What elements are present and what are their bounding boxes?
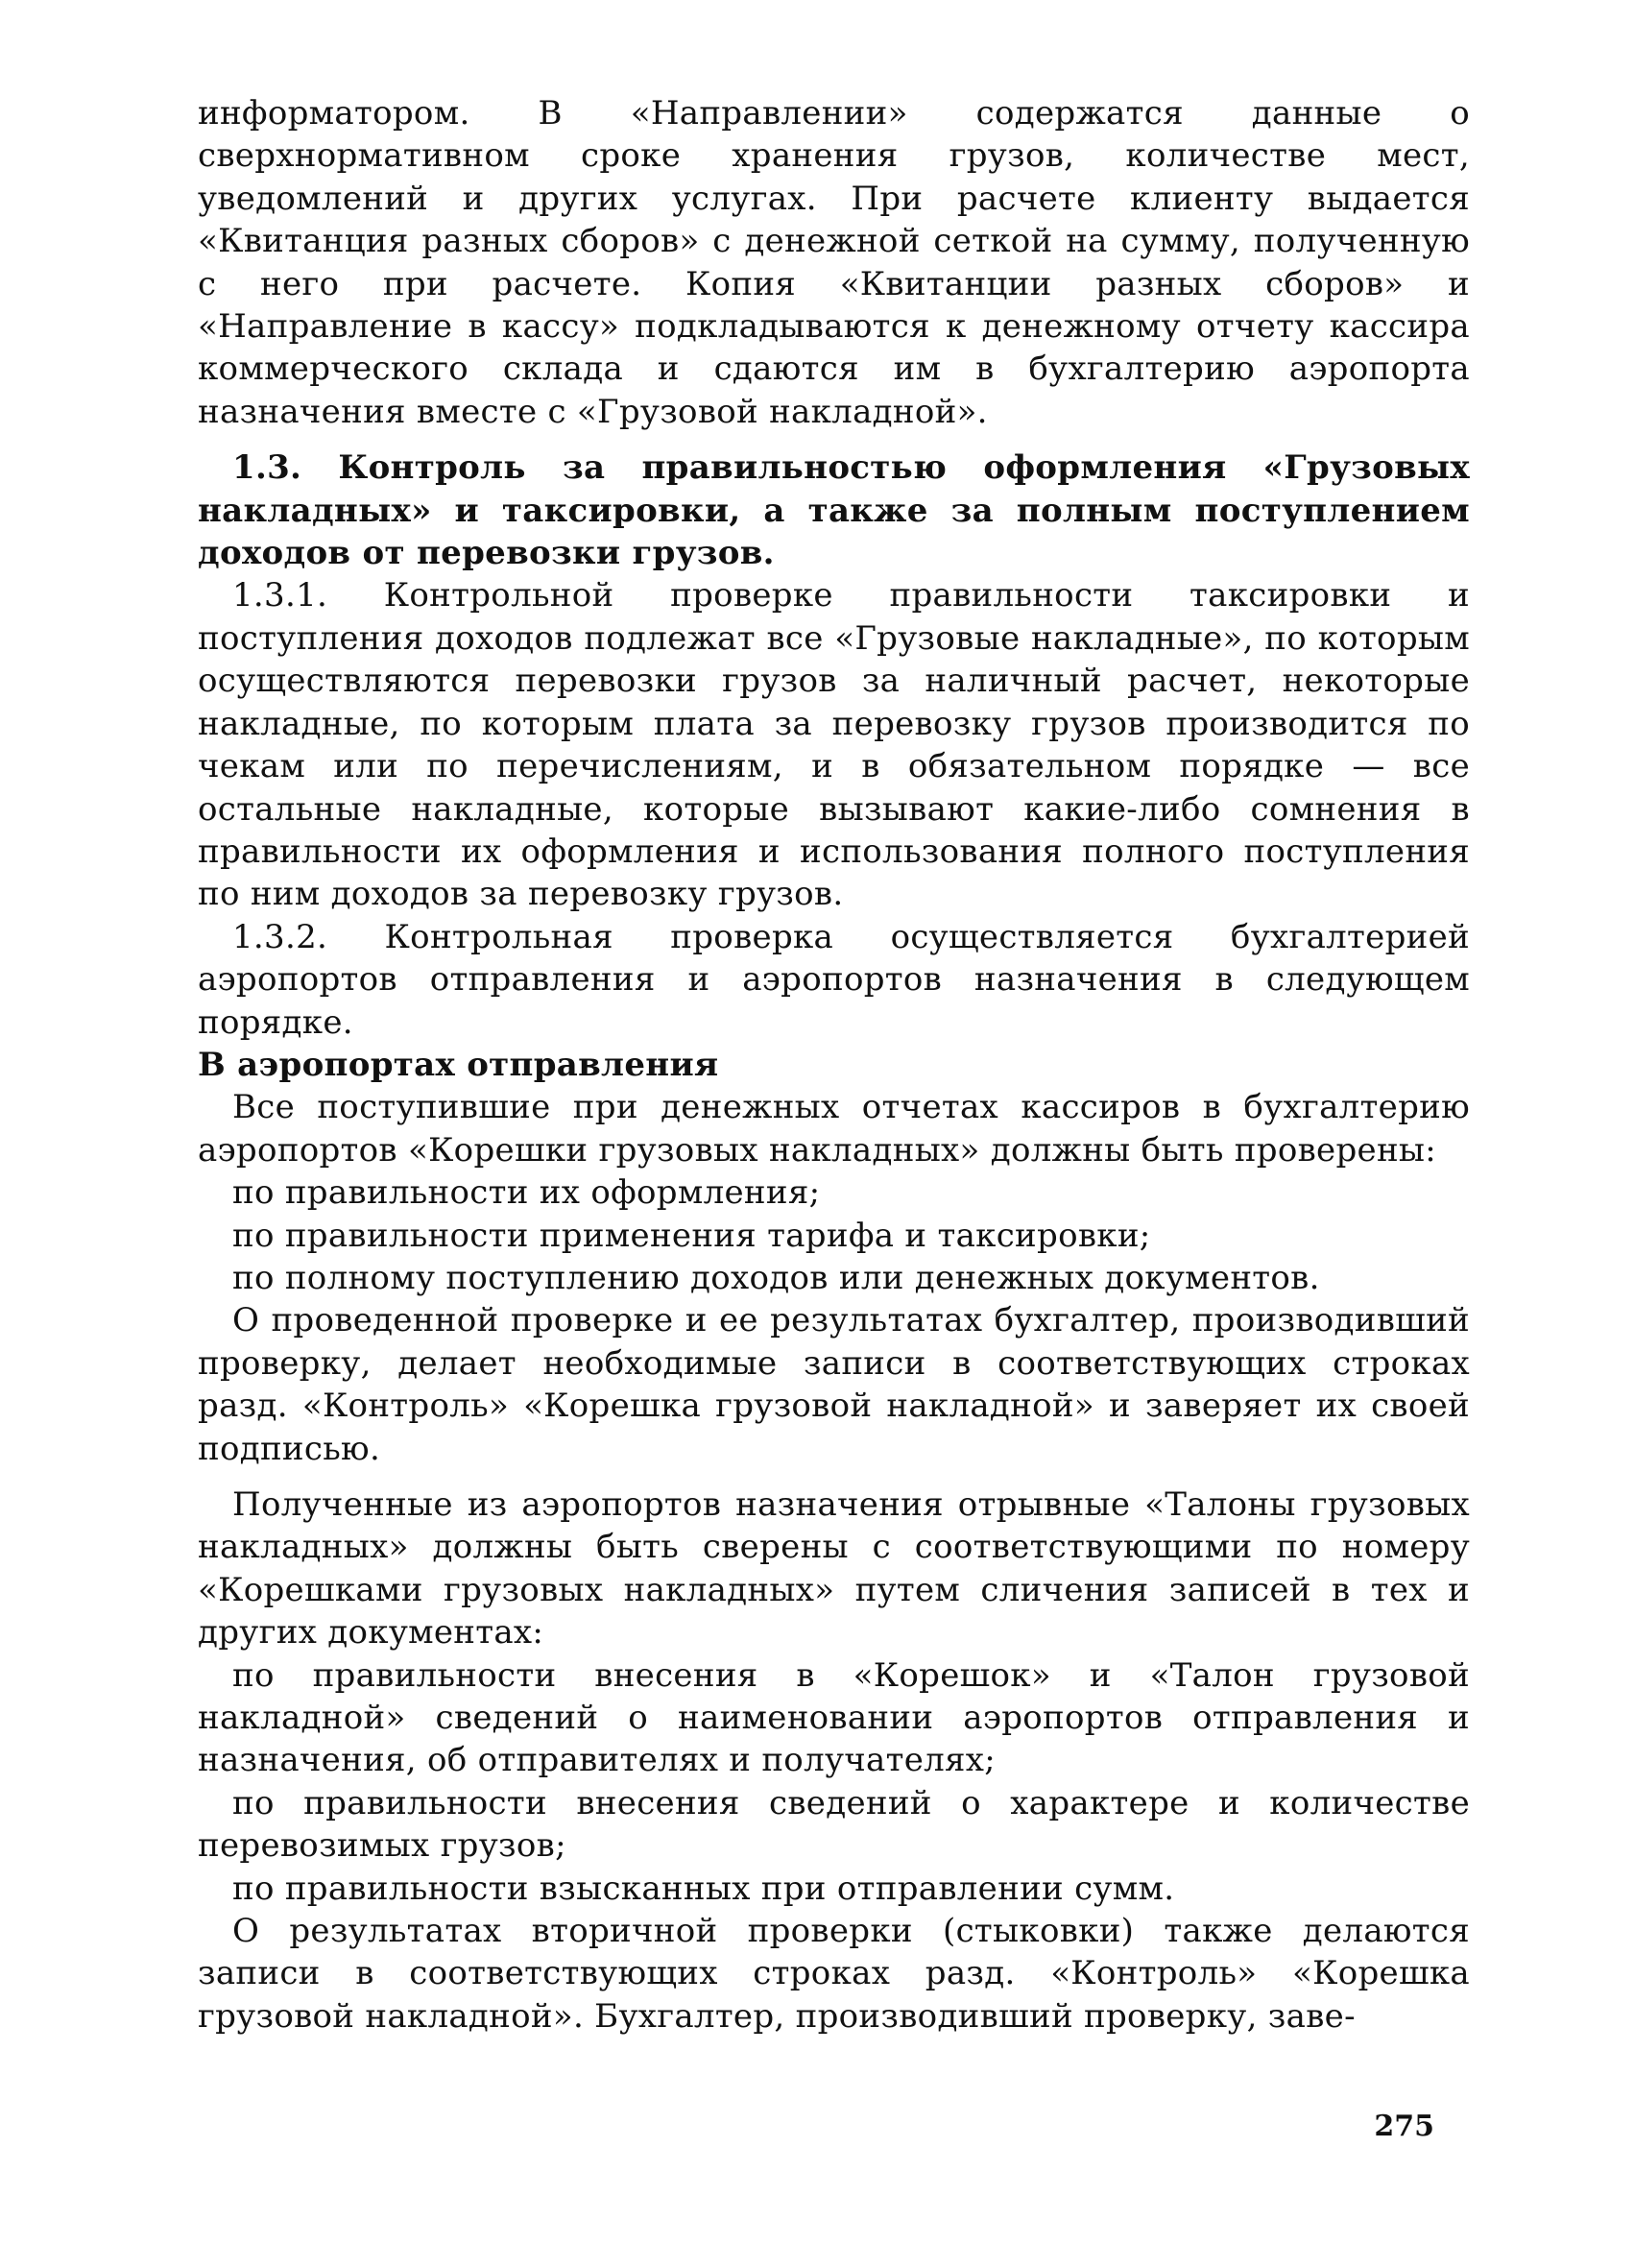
section-heading-1-3: 1.3. Контроль за правильностью оформления «Грузовых накладных» и таксировки, а также за полным поступлением доходов от перевозки грузов.	[198, 448, 1470, 573]
paragraph-check-stubs: Все поступившие при денежных отчетах кассиров в бухгалтерию аэропортов «Корешки грузовых накладных» должны быть проверены:	[198, 1088, 1470, 1170]
paragraph-check-result: О проведенной проверке и ее результатах бухгалтер, производивший проверку, делает необходимые записи в соответствующих строках разд. «Контроль» «Корешка грузовой накладной» и заверяет их своей подписью.	[198, 1301, 1470, 1468]
paragraph-coupons: Полученные из аэропортов назначения отрывные «Талоны грузовых накладных» должны быть сверены с соответствующими по номеру «Корешками грузовых накладных» путем сличения записей в тех и других документах:	[198, 1485, 1470, 1653]
list-item: по правильности взысканных при отправлении сумм.	[232, 1869, 1175, 1908]
list-item: по правильности применения тарифа и таксировки;	[232, 1216, 1151, 1255]
list-item: по правильности их оформления;	[232, 1173, 821, 1213]
list-item: по правильности внесения в «Корешок» и «Талон грузовой накладной» сведений о наименовании аэропортов отправления и назначения, об отправителях и получателях;	[198, 1655, 1470, 1780]
paragraph-continuation: информатором. В «Направлении» содержатся данные о сверхнормативном сроке хранения грузов, количестве мест, уведомлений и других услугах. При расчете клиенту выдается «Квитанция разных сборов» с денежной сеткой на сумму, полученную с него при расчете. Копия «Квитанции разных сборов» и «Направление в кассу» подкладываются к денежному отчету кассира коммерческого склада и сдаются им в бухгалтерию аэропорта назначения вместе с «Грузовой накладной».	[198, 94, 1470, 431]
page-number: 275	[1374, 2110, 1434, 2143]
page-text	[198, 92, 1470, 2038]
list-item: по правильности внесения сведений о характере и количестве перевозимых грузов;	[198, 1783, 1470, 1866]
paragraph-1-3-2: 1.3.2. Контрольная проверка осуществляется бухгалтерией аэропортов отправления и аэропортов назначения в следующем порядке.	[198, 917, 1470, 1042]
list-item: по полному поступлению доходов или денежных документов.	[232, 1258, 1320, 1297]
paragraph-secondary-check: О результатах вторичной проверки (стыковки) также делаются записи в соответствующих строках разд. «Контроль» «Корешка грузовой накладной». Бухгалтер, производивший проверку, заве-	[198, 1912, 1470, 2036]
paragraph-1-3-1: 1.3.1. Контрольной проверке правильности таксировки и поступления доходов подлежат все «Грузовые накладные», по которым осуществляются перевозки грузов за наличный расчет, некоторые накладные, по которым плата за перевозку грузов производится по чекам или по перечислениям, и в обязательном порядке — все остальные накладные, которые вызывают какие-либо сомнения в правильности их оформления и использования полного поступления по ним доходов за перевозку грузов.	[198, 576, 1470, 914]
subheading-departure-airports: В аэропортах отправления	[198, 1045, 719, 1084]
